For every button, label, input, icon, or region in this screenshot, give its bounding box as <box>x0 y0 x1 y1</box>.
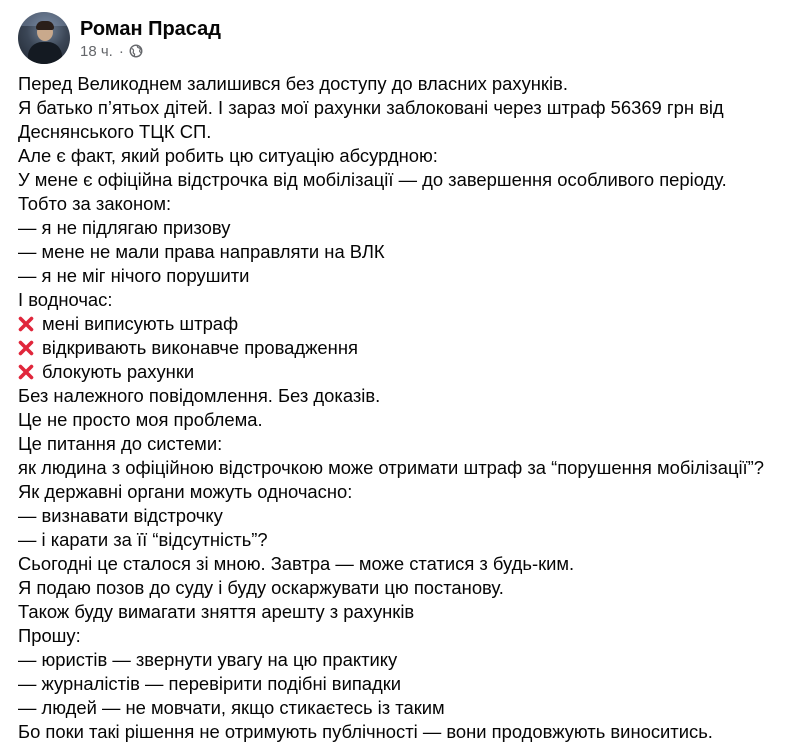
post-line <box>18 192 793 216</box>
cross-mark-icon <box>18 316 34 332</box>
post-line <box>18 720 793 744</box>
post-meta <box>80 17 221 60</box>
post-line-text: — і карати за її “відсутність”? <box>18 529 268 550</box>
post-line <box>18 288 793 312</box>
post-subline <box>80 43 221 60</box>
post-line <box>18 552 793 576</box>
post-line <box>18 456 793 480</box>
post-line <box>18 696 793 720</box>
cross-mark-icon <box>18 340 34 356</box>
post-line <box>18 336 793 360</box>
post-line-text: Тобто за законом: <box>18 193 172 214</box>
post-line-text: — людей — не мовчати, якщо стикаєтесь із таким <box>18 697 445 718</box>
post-line-text: — журналістів — перевірити подібні випадки <box>18 673 402 694</box>
post-line-text: Бо поки такі рішення не отримують публічності — вони продовжують виноситись. <box>18 721 713 742</box>
post-line <box>18 504 793 528</box>
post-line-text: Я батько п’ятьох дітей. І зараз мої рахунки заблоковані через штраф 56369 грн від <box>18 97 724 118</box>
post-line-text: відкривають виконавче провадження <box>42 337 358 358</box>
globe-icon[interactable] <box>129 44 143 58</box>
post-line-text: блокують рахунки <box>42 361 195 382</box>
post-line-text: Деснянського ТЦК СП. <box>18 121 212 142</box>
post-line-text: — я не підлягаю призову <box>18 217 231 238</box>
cross-mark-icon <box>18 364 34 380</box>
post-line-text: І водночас: <box>18 289 113 310</box>
post-line <box>18 624 793 648</box>
post-line <box>18 432 793 456</box>
post-line-text: — юристів — звернути увагу на цю практику <box>18 649 398 670</box>
post-line <box>18 672 793 696</box>
post-line-text: Але є факт, який робить цю ситуацію абсурдною: <box>18 145 438 166</box>
post-line <box>18 240 793 264</box>
post-line <box>18 216 793 240</box>
post-line-text: Без належного повідомлення. Без доказів. <box>18 385 381 406</box>
post-line-text: — мене не мали права направляти на ВЛК <box>18 241 385 262</box>
post-line-text: Це не просто моя проблема. <box>18 409 263 430</box>
post-line <box>18 96 793 120</box>
post-body <box>18 72 793 744</box>
post-line-text: Прошу: <box>18 625 81 646</box>
post-line-text: Також буду вимагати зняття арешту з рахунків <box>18 601 415 622</box>
post-line-text: У мене є офіційна відстрочка від мобілізації — до завершення особливого періоду. <box>18 169 727 190</box>
post-timestamp[interactable]: 18 ч. <box>80 42 113 60</box>
post-line-text: — визнавати відстрочку <box>18 505 223 526</box>
post-line <box>18 72 793 96</box>
author-name[interactable]: Роман Прасад <box>80 17 221 40</box>
post-line-text: Перед Великоднем залишився без доступу до власних рахунків. <box>18 73 568 94</box>
post-line <box>18 120 793 144</box>
post-line <box>18 264 793 288</box>
author-avatar[interactable] <box>18 12 70 64</box>
post-line <box>18 408 793 432</box>
post-line-text: як людина з офіційною відстрочкою може отримати штраф за “порушення мобілізації”? <box>18 457 765 478</box>
post-line-text: — я не міг нічого порушити <box>18 265 250 286</box>
post-line <box>18 600 793 624</box>
post-line-text: Сьогодні це сталося зі мною. Завтра — може статися з будь-ким. <box>18 553 575 574</box>
post-line-text: мені виписують штраф <box>42 313 239 334</box>
post-line <box>18 648 793 672</box>
post-line <box>18 312 793 336</box>
post-line <box>18 144 793 168</box>
post-header <box>18 10 221 66</box>
separator-dot: · <box>118 42 124 60</box>
post-line <box>18 384 793 408</box>
post-line-text: Це питання до системи: <box>18 433 223 454</box>
post-line-text: Я подаю позов до суду і буду оскаржувати цю постанову. <box>18 577 504 598</box>
post-line <box>18 576 793 600</box>
post-line <box>18 360 793 384</box>
post-line <box>18 168 793 192</box>
post-line <box>18 528 793 552</box>
post-line <box>18 480 793 504</box>
post-line-text: Як державні органи можуть одночасно: <box>18 481 353 502</box>
